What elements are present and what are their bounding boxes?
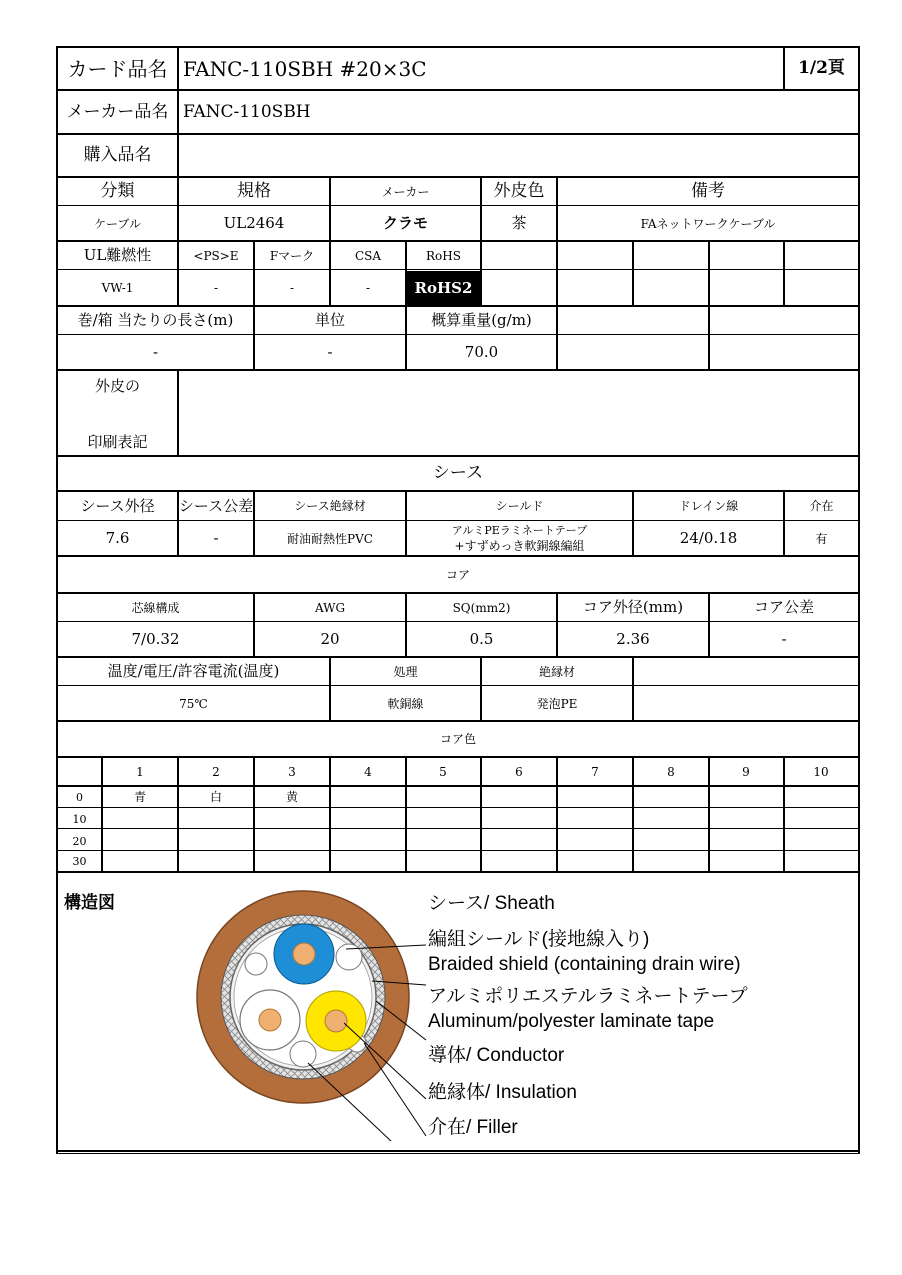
legend-sheath: シース/ Sheath <box>428 893 555 914</box>
shield-value-line1: アルミPEラミネートテープ <box>451 524 588 537</box>
core-od-label: コア外径(mm) <box>582 598 684 616</box>
category-label: 分類 <box>100 181 135 201</box>
remarks-value: FAネットワークケーブル <box>640 216 776 231</box>
legend-laminate-ja: アルミポリエステルラミネートテープ <box>428 986 748 1007</box>
flame-rating-label: UL難燃性 <box>83 246 152 264</box>
standard-value: UL2464 <box>223 214 285 232</box>
sheath-material-value: 耐油耐熱性PVC <box>287 531 373 546</box>
insulation-label: 絶縁材 <box>538 664 575 679</box>
shield-value-line2: +すずめっき軟銅線編組 <box>454 539 585 553</box>
maker-name-value: FANC-110SBH <box>183 101 311 122</box>
core-color-row-label: 0 <box>76 790 83 804</box>
core-color-column-2: 2 <box>212 764 220 779</box>
filler-3 <box>290 1041 316 1067</box>
awg-label: AWG <box>314 600 346 615</box>
f-mark-value: - <box>289 281 295 295</box>
core-color-cell <box>558 809 632 830</box>
conductor-blue <box>293 943 315 965</box>
conductor-construction-value: 7/0.32 <box>131 630 180 648</box>
core-color-cell <box>406 809 480 830</box>
structure-title: 構造図 <box>64 893 115 913</box>
weight-label: 概算重量(g/m) <box>431 311 532 329</box>
core-color-cell <box>179 809 253 830</box>
sheath-od-value: 7.6 <box>105 529 130 547</box>
core-color-cell <box>709 787 783 807</box>
print-label-line1: 外皮の <box>94 376 140 395</box>
treatment-value: 軟銅線 <box>387 696 424 711</box>
core-color-cell: 黄 <box>285 790 298 804</box>
core-color-column-4: 4 <box>364 764 372 779</box>
core-color-cell <box>482 787 556 807</box>
core-color-column-6: 6 <box>515 764 523 779</box>
filler-2 <box>245 953 267 975</box>
core-color-cell <box>179 852 253 871</box>
core-color-cell <box>482 852 556 871</box>
length-label: 巻/箱 当たりの長さ(m) <box>77 311 234 329</box>
standard-label: 規格 <box>237 181 271 201</box>
rohs-value-badge: RoHS2 <box>407 271 480 305</box>
core-color-column-7: 7 <box>591 764 599 779</box>
core-tolerance-label: コア公差 <box>753 598 814 616</box>
core-color-row-label: 10 <box>72 813 87 826</box>
core-color-cell <box>179 830 253 852</box>
core-color-cell <box>331 787 405 807</box>
maker-value: クラモ <box>382 214 428 232</box>
core-color-column-10: 10 <box>813 764 829 779</box>
category-value: ケーブル <box>94 216 141 231</box>
sq-value: 0.5 <box>469 630 494 648</box>
filler-value: 有 <box>815 531 828 546</box>
pse-label: <PS>E <box>193 248 239 263</box>
rohs-label: RoHS <box>426 248 461 263</box>
temp-voltage-label: 温度/電圧/許容電流(温度) <box>107 662 280 680</box>
legend-braided-shield-ja: 編組シールド(接地線入り) <box>428 929 650 950</box>
core-color-cell <box>103 852 177 871</box>
core-color-cell <box>784 809 858 830</box>
filler-label: 介在 <box>809 499 834 513</box>
unit-value: - <box>327 343 333 361</box>
unit-label: 単位 <box>314 311 345 329</box>
core-color-cell <box>482 809 556 830</box>
card-name-value: FANC-110SBH #20×3C <box>183 56 427 81</box>
conductor-construction-label: 芯線構成 <box>131 600 180 615</box>
weight-value: 70.0 <box>464 343 499 361</box>
cable-cross-section <box>186 881 466 1141</box>
shield-label: シールド <box>495 499 544 513</box>
core-color-cell: 白 <box>209 790 222 804</box>
purchase-name-label: 購入品名 <box>83 145 152 165</box>
remarks-label: 備考 <box>691 181 725 201</box>
sheath-tolerance-label: シース公差 <box>178 496 254 515</box>
core-color-column-9: 9 <box>742 764 750 779</box>
core-color-cell <box>406 852 480 871</box>
treatment-label: 処理 <box>393 664 418 679</box>
color-label: 外皮色 <box>493 181 545 201</box>
core-section-title: コア <box>445 567 470 582</box>
conductor-white <box>259 1009 281 1031</box>
conductor-yellow <box>325 1010 347 1032</box>
csa-label: CSA <box>354 248 382 263</box>
core-color-cell <box>406 830 480 852</box>
f-mark-label: Fマーク <box>269 248 315 263</box>
core-color-cell <box>103 809 177 830</box>
core-color-row-label: 30 <box>72 855 87 868</box>
core-color-column-1: 1 <box>136 764 144 779</box>
core-color-column-5: 5 <box>439 764 447 779</box>
core-color-cell <box>634 830 708 852</box>
leader-insulation <box>364 1043 426 1136</box>
core-color-cell <box>558 830 632 852</box>
core-color-cell <box>634 809 708 830</box>
legend-conductor: 導体/ Conductor <box>428 1045 565 1066</box>
card-name-label: カード品名 <box>67 56 168 81</box>
core-color-cell <box>634 787 708 807</box>
insulation-value: 発泡PE <box>536 696 578 711</box>
core-color-cell <box>482 830 556 852</box>
core-color-cell <box>331 809 405 830</box>
core-color-cell <box>255 852 329 871</box>
maker-name-label: メーカー品名 <box>66 101 169 122</box>
csa-value: - <box>365 281 371 295</box>
core-color-cell <box>558 852 632 871</box>
flame-rating-value: VW-1 <box>101 281 134 295</box>
legend-laminate-en: Aluminum/polyester laminate tape <box>428 1011 715 1032</box>
core-color-cell <box>784 852 858 871</box>
core-od-value: 2.36 <box>616 630 650 648</box>
core-color-cell <box>709 852 783 871</box>
core-color-cell <box>634 852 708 871</box>
temp-voltage-value: 75℃ <box>179 696 208 711</box>
purchase-name-value <box>179 135 783 176</box>
awg-value: 20 <box>320 630 340 648</box>
legend-braided-shield-en: Braided shield (containing drain wire) <box>428 954 741 975</box>
core-color-cell <box>784 787 858 807</box>
core-color-cell: 青 <box>133 790 146 804</box>
core-tolerance-value: - <box>781 630 787 648</box>
core-color-cell <box>558 787 632 807</box>
core-color-column-3: 3 <box>288 764 296 779</box>
core-color-cell <box>255 809 329 830</box>
core-color-section-title: コア色 <box>439 732 476 746</box>
print-value <box>179 371 853 455</box>
core-color-cell <box>331 830 405 852</box>
core-color-cell <box>709 830 783 852</box>
core-color-cell <box>709 809 783 830</box>
maker-label: メーカー <box>381 184 430 199</box>
color-value: 茶 <box>511 214 527 232</box>
sheath-od-label: シース外径 <box>80 496 155 515</box>
core-color-column-8: 8 <box>667 764 675 779</box>
legend-insulation: 絶縁体/ Insulation <box>428 1082 577 1103</box>
sheath-material-label: シース絶縁材 <box>294 499 366 513</box>
spec-sheet <box>56 46 860 1154</box>
page-number: 1/2頁 <box>798 58 845 78</box>
core-color-cell <box>406 787 480 807</box>
core-color-cell <box>255 830 329 852</box>
core-color-cell <box>784 830 858 852</box>
legend-filler: 介在/ Filler <box>428 1117 518 1138</box>
print-label-line2: 印刷表記 <box>87 432 148 451</box>
drain-wire-value: 24/0.18 <box>679 529 738 547</box>
core-color-row-label: 20 <box>72 834 87 848</box>
pse-value: - <box>213 281 219 295</box>
drain-wire-label: ドレイン線 <box>678 499 739 513</box>
sq-label: SQ(mm2) <box>452 600 511 615</box>
sheath-tolerance-value: - <box>213 529 219 547</box>
core-color-cell <box>331 852 405 871</box>
length-value: - <box>152 343 159 361</box>
sheath-section-title: シース <box>432 463 484 483</box>
core-color-cell <box>103 830 177 852</box>
